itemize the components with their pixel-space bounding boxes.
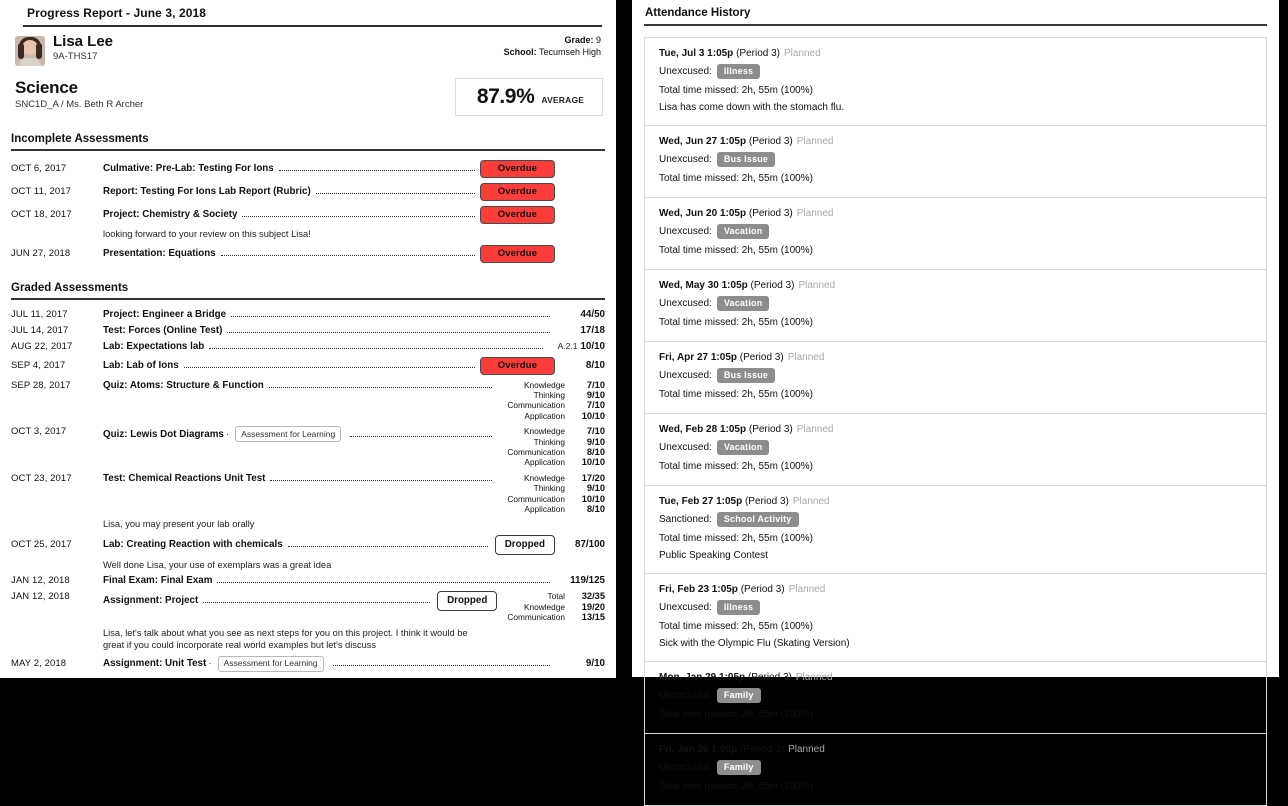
- leader-dots: [231, 316, 550, 317]
- attendance-badge[interactable]: Vacation: [717, 296, 770, 311]
- leader-dots: [184, 367, 475, 368]
- assessment-row[interactable]: [9, 242, 607, 265]
- assessment-date: OCT 18, 2017: [11, 209, 72, 220]
- assessment-main: [103, 426, 497, 442]
- attendance-list: [644, 37, 1267, 806]
- assessment-score: [565, 360, 605, 371]
- attendance-header: [659, 207, 1252, 221]
- strand-label: Thinking: [533, 483, 565, 494]
- attendance-period: (Period 3): [739, 352, 784, 363]
- incomplete-heading: Incomplete Assessments: [11, 133, 149, 145]
- student-header: [9, 27, 607, 66]
- strand-row: [507, 426, 605, 436]
- attendance-divider: [644, 24, 1267, 26]
- assessment-score: [565, 539, 605, 550]
- strand-label: Application: [524, 457, 565, 468]
- strand-label: Knowledge: [523, 472, 565, 483]
- course-identity: [15, 78, 143, 110]
- attendance-reason-label: Unexcused:: [659, 66, 712, 77]
- attendance-badge[interactable]: Family: [717, 688, 761, 703]
- strand-scores: [507, 473, 605, 515]
- leader-dots: [269, 387, 493, 388]
- score-value: 119/125: [570, 575, 605, 587]
- leader-dots: [270, 480, 492, 481]
- attendance-badge[interactable]: Bus Issue: [717, 152, 775, 167]
- assessment-main: [103, 206, 555, 224]
- assessment-title: Assignment: Unit Test: [103, 658, 207, 670]
- attendance-item[interactable]: [645, 486, 1266, 574]
- strand-scores: [507, 591, 605, 622]
- attendance-badge[interactable]: Bus Issue: [717, 368, 775, 383]
- attendance-item[interactable]: [645, 574, 1266, 662]
- assessment-date: SEP 4, 2017: [11, 359, 66, 371]
- attendance-time: 1:05p: [710, 352, 737, 363]
- assessment-title: Presentation: Equations: [103, 247, 216, 259]
- strand-value: 8/10: [586, 503, 605, 514]
- assessment-main: [103, 591, 497, 611]
- assessment-chip[interactable]: Assessment for Learning: [218, 656, 324, 672]
- strand-row: [507, 390, 605, 400]
- attendance-period: (Period 3): [736, 48, 780, 59]
- assessment-comment: looking forward to your review on this subject Lisa!: [103, 229, 311, 239]
- graded-heading: Graded Assessments: [11, 281, 129, 294]
- assessment-date: MAY 2, 2018: [11, 658, 67, 670]
- strand-value: 19/20: [581, 601, 605, 612]
- assessment-chip[interactable]: Assessment for Learning: [235, 426, 341, 442]
- attendance-period: (Period 3): [740, 744, 785, 755]
- leader-dots: [221, 255, 475, 256]
- assessment-main: [103, 656, 555, 672]
- attendance-badge[interactable]: Vacation: [717, 440, 770, 455]
- strand-scores: [507, 426, 605, 468]
- grade-label: Grade:: [564, 35, 594, 45]
- attendance-header: [659, 47, 1252, 61]
- attendance-time: 1:05p: [711, 744, 738, 755]
- score-value: 17/18: [580, 324, 605, 336]
- assessment-date: OCT 11, 2017: [11, 186, 71, 197]
- assessment-date: JUN 27, 2018: [11, 247, 71, 259]
- attendance-period: (Period 3): [748, 424, 793, 435]
- average-label: AVERAGE: [541, 95, 585, 105]
- assessment-date: SEP 28, 2017: [11, 379, 71, 391]
- attendance-status: Planned: [795, 672, 833, 683]
- assessment-row[interactable]: [9, 354, 607, 377]
- assessment-date: JUL 11, 2017: [11, 308, 68, 320]
- attendance-period: (Period 3): [740, 584, 785, 595]
- attendance-time: 1:05p: [719, 672, 746, 683]
- attendance-period: (Period 3): [750, 280, 795, 291]
- student-name: Lisa Lee: [53, 33, 114, 50]
- attendance-status: Planned: [798, 280, 836, 291]
- attendance-item[interactable]: [645, 662, 1266, 734]
- attendance-item[interactable]: [645, 414, 1266, 486]
- strand-row: [507, 602, 605, 612]
- assessment-score: [565, 575, 605, 586]
- strand-row: [507, 473, 605, 483]
- attendance-reason: [659, 439, 1252, 457]
- attendance-reason-label: Unexcused:: [659, 442, 712, 453]
- leader-dots: [227, 332, 550, 333]
- attendance-title: Attendance History: [645, 7, 751, 19]
- assessment-title: Final Exam: Final Exam: [103, 575, 213, 587]
- attendance-period: (Period 3): [748, 208, 793, 219]
- assessment-row[interactable]: [9, 572, 607, 588]
- attendance-date: Wed, Jun 20: [659, 208, 718, 219]
- attendance-time: 1:05p: [719, 208, 747, 219]
- score-value: 10/10: [580, 340, 605, 352]
- attendance-reason-label: Unexcused:: [659, 298, 712, 309]
- page-title: Progress Report - June 3, 2018: [27, 6, 207, 20]
- leader-dots: [288, 546, 488, 547]
- assessment-title: Lab: Expectations lab: [103, 340, 205, 352]
- leader-dots: [203, 602, 430, 603]
- attendance-badge[interactable]: Vacation: [717, 224, 770, 239]
- attendance-reason: [659, 295, 1252, 313]
- attendance-date: Fri, Jan 26: [659, 744, 709, 755]
- attendance-item[interactable]: [645, 38, 1266, 126]
- attendance-missed: Total time missed: 2h, 55m (100%): [659, 85, 813, 96]
- assessment-main: [103, 473, 497, 484]
- strand-value: 17/20: [581, 472, 605, 483]
- grade-value: 9: [595, 35, 601, 45]
- assessment-title: Culmative: Pre-Lab: Testing For Ions: [103, 163, 274, 174]
- assessment-date: OCT 25, 2017: [11, 538, 72, 550]
- leader-dots: [242, 216, 474, 217]
- assessment-main: [103, 160, 555, 178]
- attendance-note: Lisa has come down with the stomach flu.: [659, 102, 845, 113]
- strand-value: 13/15: [581, 612, 605, 623]
- leader-dots: [209, 348, 542, 349]
- attendance-missed: Total time missed: 2h, 55m (100%): [659, 709, 813, 720]
- avatar: [15, 36, 45, 66]
- strand-value: 10/10: [581, 457, 605, 468]
- strand-label: Communication: [507, 493, 565, 504]
- attendance-reason: [659, 63, 1252, 81]
- attendance-missed: Total time missed: 2h, 55m (100%): [659, 317, 813, 328]
- strand-value: 9/10: [586, 389, 605, 400]
- assessment-main: [103, 575, 555, 586]
- score-value: 8/10: [585, 359, 605, 371]
- strand-row: [507, 457, 605, 467]
- assessment-row[interactable]: [9, 423, 607, 470]
- attendance-reason: [659, 151, 1252, 169]
- attendance-time: 1:05p: [719, 136, 747, 147]
- attendance-time: 1:05p: [707, 48, 734, 59]
- leader-dots: [350, 436, 492, 437]
- attendance-note: Public Speaking Contest: [659, 550, 768, 561]
- overdue-badge[interactable]: Overdue: [480, 183, 555, 201]
- attendance-reason-label: Unexcused:: [659, 762, 712, 773]
- attendance-time: 1:05p: [719, 424, 747, 435]
- attendance-missed: Total time missed: 2h, 55m (100%): [659, 461, 813, 472]
- strand-scores: [507, 380, 605, 422]
- leader-dots: [217, 582, 550, 583]
- strand-row: [507, 380, 605, 390]
- attendance-missed: Total time missed: 2h, 55m (100%): [659, 621, 813, 632]
- strand-value: 7/10: [586, 400, 605, 411]
- strand-value: 9/10: [586, 483, 605, 494]
- assessment-row[interactable]: [9, 157, 607, 180]
- attendance-missed: Total time missed: 2h, 55m (100%): [659, 781, 813, 792]
- strand-row: [507, 411, 605, 421]
- strand-label: Knowledge: [523, 379, 565, 390]
- strand-label: Knowledge: [523, 426, 565, 437]
- chip-bullet-icon: ·: [225, 428, 230, 440]
- attendance-header: [659, 671, 1252, 685]
- progress-report-panel: [0, 0, 616, 678]
- graded-divider: [11, 298, 605, 300]
- attendance-panel: [632, 0, 1279, 792]
- assessment-title: Project: Engineer a Bridge: [103, 308, 227, 320]
- assessment-main: [103, 535, 555, 555]
- attendance-missed: Total time missed: 2h, 55m (100%): [659, 389, 813, 400]
- assessment-title: Quiz: Atoms: Structure & Function: [103, 379, 264, 391]
- attendance-missed: Total time missed: 2h, 55m (100%): [659, 533, 813, 544]
- assessment-date: JAN 12, 2018: [11, 591, 70, 603]
- incomplete-list: [9, 157, 607, 265]
- attendance-status: Planned: [796, 424, 834, 435]
- assessment-row[interactable]: [9, 588, 607, 624]
- attendance-reason-label: Sanctioned:: [659, 514, 712, 525]
- attendance-reason-label: Unexcused:: [659, 370, 712, 381]
- assessment-comment: Lisa, you may present your lab orally: [103, 519, 255, 530]
- assessment-row[interactable]: [9, 532, 607, 557]
- strand-value: 7/10: [586, 379, 605, 390]
- attendance-header: [659, 583, 1252, 597]
- course-header: [9, 66, 607, 116]
- attendance-header: [659, 279, 1252, 293]
- strand-value: 10/10: [581, 493, 605, 504]
- assessment-score: [565, 309, 605, 320]
- attendance-header: [659, 351, 1252, 365]
- assessment-title: Project: Chemistry & Society: [103, 209, 238, 220]
- strand-row: [507, 447, 605, 457]
- assessment-score: [558, 341, 605, 352]
- score-value: 9/10: [585, 658, 605, 670]
- assessment-main: [103, 245, 555, 263]
- assessment-title: Test: Forces (Online Test): [103, 324, 223, 336]
- strand-value: 9/10: [586, 436, 605, 447]
- overdue-badge[interactable]: Overdue: [480, 245, 555, 263]
- strand-row: [507, 504, 605, 514]
- attendance-reason: [659, 511, 1252, 529]
- attendance-badge[interactable]: Illness: [717, 64, 760, 79]
- attendance-header: [659, 743, 1252, 757]
- assessment-title: Quiz: Lewis Dot Diagrams: [103, 428, 224, 440]
- assessment-title: Test: Chemical Reactions Unit Test: [103, 472, 266, 484]
- incomplete-divider: [11, 149, 605, 151]
- attendance-item[interactable]: [645, 342, 1266, 414]
- score-prefix: A.2.1: [557, 340, 578, 351]
- course-name: Science: [15, 78, 78, 97]
- strand-row: [507, 612, 605, 622]
- attendance-reason-label: Unexcused:: [659, 226, 712, 237]
- attendance-missed: Total time missed: 2h, 55m (100%): [659, 245, 813, 256]
- course-code-teacher: SNC1D_A / Ms. Beth R Archer: [15, 99, 144, 110]
- strand-row: [507, 437, 605, 447]
- strand-label: Application: [524, 503, 565, 514]
- attendance-item[interactable]: [645, 270, 1266, 342]
- attendance-item[interactable]: [645, 734, 1266, 806]
- assessment-row[interactable]: [9, 203, 607, 226]
- attendance-badge[interactable]: Illness: [717, 600, 760, 615]
- assessment-title: Lab: Creating Reaction with chemicals: [103, 538, 283, 550]
- school-line: [504, 46, 601, 58]
- school-value: Tecumseh High: [538, 47, 601, 57]
- leader-dots: [279, 170, 475, 171]
- attendance-header: [659, 135, 1252, 149]
- assessment-date: OCT 3, 2017: [11, 426, 67, 438]
- assessment-comment: Well done Lisa, your use of exemplars was a great idea: [103, 559, 332, 570]
- strand-row: [507, 400, 605, 410]
- strand-label: Communication: [507, 400, 565, 411]
- attendance-reason-label: Unexcused:: [659, 690, 712, 701]
- assessment-row[interactable]: [9, 653, 607, 674]
- student-identity: [53, 34, 113, 62]
- attendance-item[interactable]: [645, 126, 1266, 198]
- attendance-status: Planned: [792, 496, 830, 507]
- assessment-title: Lab: Lab of Ions: [103, 359, 179, 371]
- attendance-status: Planned: [788, 744, 825, 755]
- assessment-title: Report: Testing For Ions Lab Report (Rubric): [103, 186, 311, 197]
- strand-value: 8/10: [586, 446, 605, 457]
- strand-label: Knowledge: [523, 601, 565, 612]
- assessment-date: JUL 14, 2017: [11, 324, 69, 336]
- attendance-period: (Period 3): [747, 672, 792, 683]
- student-meta: [504, 34, 603, 58]
- strand-row: [507, 494, 605, 504]
- strand-row: [507, 591, 605, 601]
- assessment-row[interactable]: [9, 470, 607, 517]
- attendance-date: Mon, Jan 29: [659, 672, 717, 683]
- leader-dots: [316, 193, 475, 194]
- assessment-title: Assignment: Project: [103, 595, 199, 607]
- attendance-reason: [659, 367, 1252, 385]
- attendance-period: (Period 3): [748, 136, 793, 147]
- strand-value: 10/10: [581, 410, 605, 421]
- score-value: 87/100: [575, 538, 605, 550]
- strand-row: [507, 483, 605, 493]
- attendance-reason: [659, 223, 1252, 241]
- assessment-row[interactable]: [9, 377, 607, 424]
- attendance-header: [659, 423, 1252, 437]
- assessment-row[interactable]: [9, 180, 607, 203]
- attendance-reason: [659, 759, 1252, 777]
- average-value: 87.9%: [476, 85, 535, 108]
- chip-bullet-icon: ·: [208, 658, 212, 670]
- grade-line: [504, 34, 601, 46]
- assessment-date: JAN 12, 2018: [11, 575, 70, 587]
- assessment-row[interactable]: [9, 338, 607, 354]
- strand-label: Thinking: [533, 389, 565, 400]
- assessment-main: [103, 357, 555, 375]
- attendance-time: 1:05p: [721, 280, 748, 291]
- attendance-reason: [659, 687, 1252, 705]
- dropped-badge[interactable]: Dropped: [495, 535, 555, 555]
- attendance-header: [659, 495, 1252, 509]
- dropped-badge[interactable]: Dropped: [437, 591, 497, 611]
- assessment-comment: Lisa, let's talk about what you see as next steps for you on this project. I think it would be great if you could incorporate real world examples but let's discuss: [103, 627, 468, 651]
- graded-list: [9, 306, 607, 674]
- assessment-row[interactable]: [9, 306, 607, 322]
- attendance-note: Sick with the Olympic Flu (Skating Version): [659, 638, 850, 649]
- attendance-date: Tue, Feb 27: [659, 496, 714, 507]
- attendance-reason-label: Unexcused:: [659, 602, 712, 613]
- strand-value: 7/10: [586, 426, 605, 437]
- attendance-period: (Period 3): [744, 496, 789, 507]
- attendance-status: Planned: [788, 584, 826, 595]
- strand-label: Thinking: [533, 436, 565, 447]
- attendance-time: 1:05p: [711, 584, 738, 595]
- attendance-time: 1:05p: [716, 496, 743, 507]
- attendance-date: Wed, Feb 28: [659, 424, 718, 435]
- attendance-date: Fri, Apr 27: [659, 352, 709, 363]
- strand-label: Communication: [507, 446, 565, 457]
- assessment-main: [103, 309, 555, 320]
- attendance-date: Fri, Feb 23: [659, 584, 710, 595]
- strand-value: 32/35: [581, 591, 605, 602]
- attendance-item[interactable]: [645, 198, 1266, 270]
- attendance-reason: [659, 599, 1252, 617]
- strand-label: Total: [547, 591, 565, 602]
- assessment-main: [103, 341, 548, 352]
- assessment-date: AUG 22, 2017: [11, 340, 73, 352]
- overdue-badge[interactable]: Overdue: [480, 160, 555, 178]
- assessment-main: [103, 183, 555, 201]
- assessment-score: [565, 325, 605, 336]
- assessment-date: OCT 6, 2017: [11, 163, 67, 174]
- attendance-status: Planned: [796, 208, 834, 219]
- attendance-status: Planned: [796, 136, 834, 147]
- strand-label: Communication: [507, 612, 565, 623]
- attendance-date: Wed, May 30: [659, 280, 719, 291]
- student-section: 9A-THS17: [53, 51, 98, 62]
- attendance-badge[interactable]: Family: [717, 760, 761, 775]
- assessment-date: OCT 23, 2017: [11, 472, 72, 484]
- leader-dots: [333, 665, 550, 666]
- assessment-main: [103, 380, 497, 391]
- attendance-missed: Total time missed: 2h, 55m (100%): [659, 173, 813, 184]
- attendance-reason-label: Unexcused:: [659, 154, 712, 165]
- school-label: School:: [503, 47, 537, 57]
- attendance-status: Planned: [783, 48, 821, 59]
- attendance-date: Wed, Jun 27: [659, 136, 718, 147]
- attendance-badge[interactable]: School Activity: [717, 512, 799, 527]
- attendance-date: Tue, Jul 3: [659, 48, 705, 59]
- overdue-badge[interactable]: Overdue: [480, 206, 555, 224]
- overdue-badge[interactable]: Overdue: [480, 357, 555, 375]
- assessment-row[interactable]: [9, 322, 607, 338]
- average-box: [455, 78, 603, 116]
- score-value: 44/50: [580, 308, 605, 320]
- attendance-status: Planned: [787, 352, 825, 363]
- assessment-score: [565, 658, 605, 669]
- assessment-main: [103, 325, 555, 336]
- strand-label: Application: [524, 410, 565, 421]
